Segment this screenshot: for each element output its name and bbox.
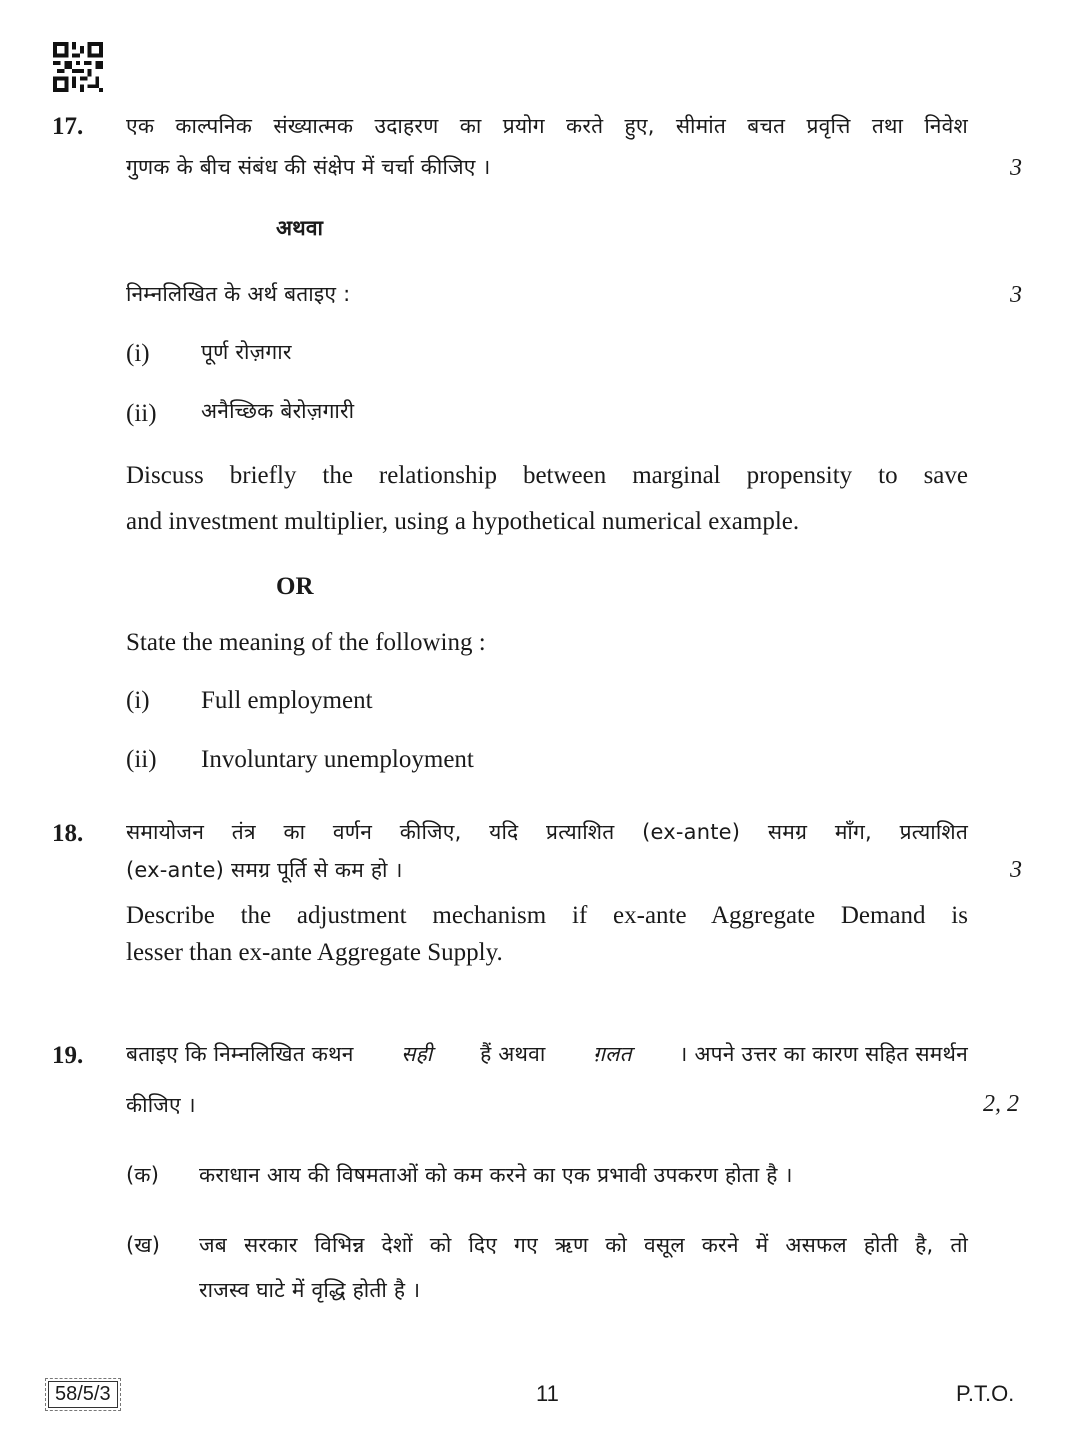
item-text-hindi: पूर्ण रोज़गार — [201, 340, 292, 364]
qr-code-icon — [52, 42, 104, 92]
question-text-english: and investment multiplier, using a hypothetical numerical example. — [126, 508, 800, 535]
item-text-hindi: अनैच्छिक बेरोज़गारी — [201, 399, 355, 423]
emphasis-correct: सही — [401, 1042, 433, 1066]
item-label: (ii) — [126, 746, 157, 773]
item-text-hindi: जब सरकार विभिन्न देशों को दिए गए ऋण को वसूल करने में असफल होती है, तो — [199, 1233, 968, 1257]
question-text-english: Describe the adjustment mechanism if ex-ante Aggregate Demand is — [126, 902, 968, 929]
marks: 3 — [1010, 155, 1022, 181]
text-segment: । अपने उत्तर का कारण सहित समर्थन — [679, 1042, 968, 1066]
or-separator-english: OR — [276, 573, 314, 600]
question-text-hindi: कीजिए । — [126, 1093, 196, 1117]
subquestion-text-english: State the meaning of the following : — [126, 629, 486, 656]
question-text-hindi: गुणक के बीच संबंध की संक्षेप में चर्चा कीजिए । — [126, 155, 491, 179]
question-text-hindi: समायोजन तंत्र का वर्णन कीजिए, यदि प्रत्याशित (ex-ante) समग्र माँग, प्रत्याशित — [126, 820, 968, 844]
subquestion-text-hindi: निम्नलिखित के अर्थ बताइए : — [126, 282, 351, 306]
please-turn-over: P.T.O. — [956, 1381, 1015, 1406]
emphasis-wrong: ग़लत — [593, 1042, 632, 1066]
question-text-hindi: (ex-ante) समग्र पूर्ति से कम हो । — [126, 858, 403, 882]
question-text-hindi: एक काल्पनिक संख्यात्मक उदाहरण का प्रयोग करते हुए, सीमांत बचत प्रवृत्ति तथा निवेश — [126, 114, 968, 138]
paper-code: 58/5/3 — [48, 1381, 118, 1408]
page-number: 11 — [536, 1381, 559, 1406]
item-text-english: Full employment — [201, 687, 373, 714]
or-separator-hindi: अथवा — [276, 216, 324, 240]
question-number: 17. — [52, 113, 84, 140]
item-text-hindi: राजस्व घाटे में वृद्धि होती है । — [199, 1278, 421, 1302]
marks: 3 — [1010, 282, 1022, 308]
item-label: (i) — [126, 340, 150, 367]
item-text-english: Involuntary unemployment — [201, 746, 474, 773]
question-number: 19. — [52, 1042, 84, 1069]
item-label: (ii) — [126, 400, 157, 427]
question-text-english: lesser than ex-ante Aggregate Supply. — [126, 939, 503, 966]
question-text-english: Discuss briefly the relationship between marginal propensity to save — [126, 462, 968, 489]
question-text-hindi — [126, 1040, 968, 1068]
question-number: 18. — [52, 820, 84, 847]
item-label: (ख) — [126, 1233, 161, 1257]
marks: 3 — [1010, 857, 1022, 883]
text-segment: बताइए कि निम्नलिखित कथन — [126, 1042, 354, 1066]
marks: 2, 2 — [983, 1091, 1019, 1117]
item-label: (क) — [126, 1163, 160, 1187]
text-segment: हैं अथवा — [480, 1042, 546, 1066]
item-text-hindi: कराधान आय की विषमताओं को कम करने का एक प्रभावी उपकरण होता है । — [199, 1163, 793, 1187]
item-label: (i) — [126, 687, 150, 714]
